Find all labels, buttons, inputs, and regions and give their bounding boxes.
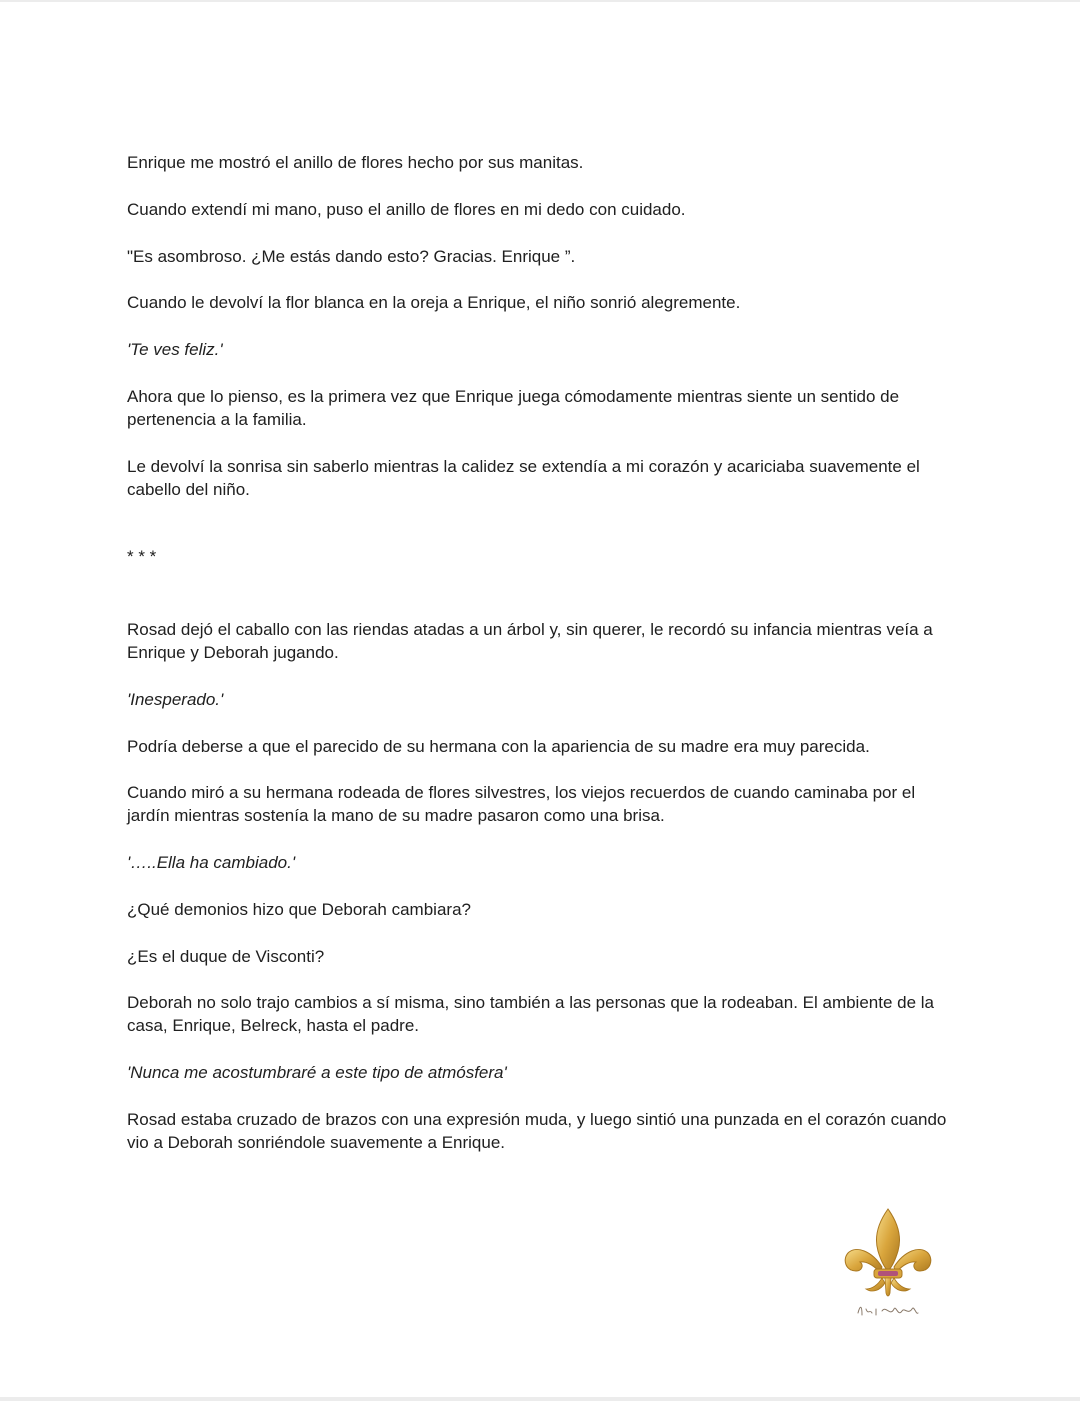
paragraph-2: Cuando extendí mi mano, puso el anillo de flores en mi dedo con cuidado. bbox=[127, 200, 686, 219]
paragraph-6: Ahora que lo pienso, es la primera vez que Enrique juega cómodamente mientras siente un sentido de pertenencia a la familia. bbox=[127, 387, 900, 429]
page-bottom-border bbox=[0, 1397, 1080, 1401]
scene-break: * * * bbox=[127, 547, 157, 566]
paragraph-17: Rosad estaba cruzado de brazos con una expresión muda, y luego sintió una punzada en el corazón cuando vio a Deborah sonriéndole suavemente a Enrique. bbox=[127, 1110, 947, 1152]
paragraph-14: ¿Es el duque de Visconti? bbox=[127, 947, 325, 966]
fleur-de-lis-icon bbox=[838, 1205, 938, 1325]
paragraph-3: "Es asombroso. ¿Me estás dando esto? Gracias. Enrique ”. bbox=[127, 247, 576, 266]
paragraph-16-thought: 'Nunca me acostumbraré a este tipo de atmósfera' bbox=[127, 1063, 507, 1082]
paragraph-13: ¿Qué demonios hizo que Deborah cambiara? bbox=[127, 900, 471, 919]
paragraph-11: Cuando miró a su hermana rodeada de flores silvestres, los viejos recuerdos de cuando caminaba por el jardín mientras sostenía la mano de su madre pasaron como una brisa. bbox=[127, 783, 916, 825]
paragraph-7: Le devolví la sonrisa sin saberlo mientras la calidez se extendía a mi corazón y acariciaba suavemente el cabello del niño. bbox=[127, 457, 920, 499]
paragraph-10: Podría deberse a que el parecido de su hermana con la apariencia de su madre era muy parecida. bbox=[127, 737, 870, 756]
paragraph-4: Cuando le devolví la flor blanca en la oreja a Enrique, el niño sonrió alegremente. bbox=[127, 293, 741, 312]
paragraph-9-thought: 'Inesperado.' bbox=[127, 690, 224, 709]
paragraph-5-thought: 'Te ves feliz.' bbox=[127, 340, 223, 359]
paragraph-8: Rosad dejó el caballo con las riendas atadas a un árbol y, sin querer, le recordó su infancia mientras veía a Enrique y Deborah jugando. bbox=[127, 620, 933, 662]
watermark-logo bbox=[838, 1205, 938, 1325]
paragraph-12-thought: '…..Ella ha cambiado.' bbox=[127, 853, 296, 872]
paragraph-15: Deborah no solo trajo cambios a sí misma, sino también a las personas que la rodeaban. El ambiente de la casa, Enrique, Belreck, hasta el padre. bbox=[127, 993, 935, 1035]
paragraph-1: Enrique me mostró el anillo de flores hecho por sus manitas. bbox=[127, 153, 584, 172]
